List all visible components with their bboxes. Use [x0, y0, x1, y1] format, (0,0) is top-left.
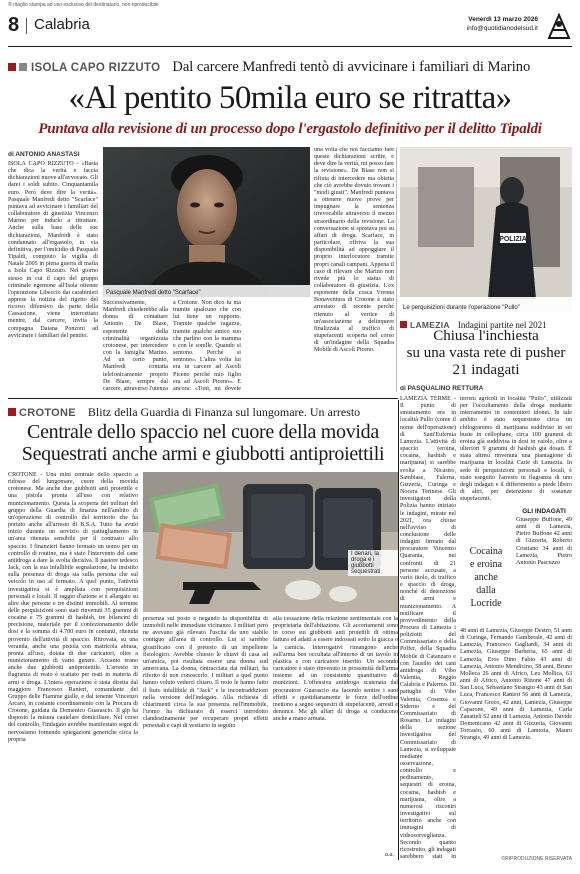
crotone-intro-column: CROTONE - Una mini centrale dello spaccio a ridosso del lungomare, cuore della movida crotonese. Ma anche due giubbotti anti proiettile e una pistola pronta all'uso con relativo munizionamento. Questa la scoperta dei militari del gruppo della Guardia di finanza nell'ambito di un'operazione di controllo del territorio che ha portato anche all'arresto di B.S.A. Tutto ha avuto inizio durante un servizio di pattugliamento in un'area ritenuta sensibile per il contrasto allo spaccio. I finanzieri hanno fermato un uomo per un controllo di routine, ma è stato l'intervento del cane antidroga a dare la svolta decisiva. Il pastore tedesco Jack, con la sua infallibile segnalazione, ha insistito sulla presenza di droga sia sulla persona che sul veicolo in uso al fermato. A quel punto, l'attività investigativa si è ampliata con perquisizioni personali e locali. Il raggio d'azione si è allargato su altre due persone e tre distinti immobili. Al termine delle perquisizioni sono stati rinvenuti 35 grammi di cocaina e 75 grammi di hashish, tre bilancini di precisione, materiale per il confezionamento delle dosi e la somma di 4.700 euro in contanti, ritenuta provento dell'attività di spaccio. Ritrovata, su una veranda, anche una pistola con matricola abrasa, pronta all'uso, dotata di due caricatori, oltre a munizionamento di vario genere. Accanto erano anche due giubbotti antiproiettile. L'arresto in flagranza di reato è scattato per reati in materia di armi e droga. L'intera operazione è stata diretta dal maggiore Francesco Ranieri, comandante del Gruppo delle Fiamme gialle, e dal tenente Vincenzo Arcaro, in costante coordinamento con la Procura di Crotone, guidata da Domenico Guarascio. Il gip ha disposto la misura cautelare domiciliare. Nel corso del controllo, l'indagato avrebbe manifestato segni di nervosismo fornendo spiegazioni generiche circa la propria [8, 472, 138, 743]
lamezia-kicker-tag: LAMEZIA [410, 320, 450, 330]
section-label: Calabria [34, 16, 90, 33]
kicker-square-icon [8, 63, 16, 71]
svg-text:POLIZIA: POLIZIA [499, 236, 527, 243]
police-raid-image [400, 147, 572, 312]
crotone-column-3: alla cessazione della relazione sentimentale con la proprietaria dell'abitazione. Gli accertamenti sono in corso sui giubbotti anti proiettili di ottima fattura ed adatti a essere indossati sotto la giacca o la camicia. Interrogativi rimangono anche sull'arma ben occultata all'interno di un tavolo in plastica e con caricatore inserito. Un secondo caricatore è stato rinvenuto in prossimità dell'arma insieme ad un consistente quantitativo di munizioni. L'offensiva antidroga scatenata dal procuratore Guarascio sta facendo sentire i suoi effetti e quotidianamente le forze dell'ordine mettono a segno sequestri di stupefacenti, arresti e denunce. Ma gli affari di droga si conducono anche a mano armata. [273, 616, 398, 723]
main-subhead: Puntava alla revisione di un processo dopo l'ergastolo definitivo per il delitto Tipaldi [38, 121, 542, 137]
clipping-note: ® ritaglio stampa ad uso esclusivo del destinatario, non riproducibile [8, 2, 159, 8]
portrait-caption: Pasquale Manfredi detto "Scarface" [106, 290, 201, 296]
lamezia-column-3: 48 anni di Lamezia, Giuseppe Destro, 51 anni di Curinga, Fernando Gamberale, 42 anni di Lamezia, Francesco Gagliardi, 34 anni di Lamezia, Giuseppe Barberia, 65 anni di Lamezia, Eros Dino Fabio 43 anni di Lamezia, Antonio Mendicino, 58 anni, Bruno Molleca 26 anni di Africo, Leo Mollica, 63 anni di Africo, Antonio Rinone 47 anni di San Luca, Sebastiano Strangio 43 anni di San Luca, Francesco Ranieri 56 anni di Lamezia, Giovanni Greco, 42 anni, Lamezia, Giuseppe Caparone, 49 anni di Lamezia, Carla Zanatteli 52 anni di Lamezia, Antonio Davide Domenicano 42 anni di Gizzeria, Giovanni Torcasio, 60 anni di Lamezia, Mauro Strangis, 49 anni di Lamezia. [460, 628, 572, 742]
crotone-kicker-row [8, 403, 398, 421]
pull-quote-line-3: anche [474, 572, 498, 583]
lamezia-column-2: terreni agricoli in località "Pullo", utilizzati per l'occultamento della droga mediante interramento in contenitori idonei. In tale ambito è stato sequestrato circa un chilogrammo di marijuana suddiviso in sei buste in cellophane, circa 100 grammi di eroina già suddivisa in dosi in vaiolo, oltre a ulteriori 9 grammi di hashish già dosati. È stata altresì rinvenuta una piantagione di marijuana in località Carie di Lamezia. In sede di perquisizioni personali e locali, è stato eseguito l'arresto in flagranza di uno degli indagati e il differimento a piede libero di altri, per detenzione di sostanze stupefacenti. [460, 396, 572, 503]
copyright-note: ©RIPRODUZIONE RISERVATA [501, 856, 572, 862]
lamezia-headline-line-1: Chiusa l'inchiesta [433, 328, 539, 344]
kicker-square-icon [8, 408, 16, 416]
lamezia-subhead: GLI INDAGATI [522, 508, 566, 515]
contact-email: info@quotidianodelsud.it [466, 25, 538, 32]
page-number: 8 [8, 14, 20, 36]
lamezia-column-3-top: Giuseppe Buffone, 49 anni di Lamezia, Pietro Buffone 42 anni di Gizzeria, Roberto Cristiano 34 anni di Lamezia, Pietro Antonio Pascuzzo [516, 517, 572, 566]
portrait-photo [103, 147, 310, 297]
header-divider [26, 18, 27, 34]
crotone-signoff: a.a. [385, 852, 394, 858]
seizure-photo [143, 472, 398, 612]
lamezia-byline: di PASQUALINO RETTURA [400, 385, 484, 392]
column-divider [396, 147, 397, 392]
seizure-image [143, 472, 398, 612]
police-photo [400, 147, 572, 312]
crotone-top-rule [8, 398, 398, 399]
main-byline: di ANTONIO ANASTASI [8, 151, 80, 158]
lamezia-column-1: LAMEZIA TERME - Il punto di smistamento era in località Pullo (come il nome dell'operazione) di Sant'Eufemia Lamezia. L'attività di spaccio (eroina, cocaina, hashish e marijuana) si sarebbe svolta a Nicastro, Sambiase, Falerna, Gizzeria, Curinga e Nocera Terinese. Gli investigatori della Polizia hanno iniziato le indagini, mirate nel 2021, ora chiuse nell'avviso di conclusione delle indagini firmato dal procuratore Vincenzo Quaranta, nei confronti di 21 persone accusate, a vario titolo, di traffico e spaccio di droga, nonché di detenzione di armi e munizionamento. A notificare il provvedimento della Procura di Lamezia i poliziotti del Commissariato e della Polfer, della Squadra Mobile di Catanzaro e con l'ausilio dei cani antidroga di Vibo Valentia, Reggio Calabria e Palermo. Di pattuglie di Vibo Valentia, Cosenza e Siderno e del Commissariato di Rosarno. Le indagini della sezione investigativa del Commissariato di Lamezia, si sviluppate mediante osservazione, controllo e pedinamento, sequestri di eroina, cocaina, hashish e marijuana, oltre a numerosi riscontri investigativi sul territorio anche con immagini di videosorveglianza. Secondo quanto ricostruito, gli indagati sarebbero stati in [400, 396, 456, 860]
main-kicker-tag: ISOLA CAPO RIZZUTO [31, 62, 161, 74]
section-divider [398, 400, 399, 860]
lamezia-headline-line-2: su una vasta rete di pusher [406, 345, 566, 361]
crotone-headline-line-2: Sequestrati anche armi e giubbotti antiproiettili [21, 443, 385, 465]
pull-quote-line-4: dalla Locride [470, 585, 502, 609]
crotone-headline [8, 421, 398, 465]
kicker-square-icon [400, 321, 407, 328]
main-column-1: ISOLA CAPO RIZZUTO - «Basta che dica la verità e faccia dichiarazioni nuove all'avvocato. Gli darei i soldi subito. Cinquantamila euro. Però deve dire la verità». Pasquale Manfredi detto "Scarface" puntava ad avvicinare i familiari del collaboratore di giustizia Vincenzo Marino per indurlo a ritrattare. Anche sulla base delle sue dichiarazioni, Manfredi è stato condannato all'ergastolo, in via definitiva, per l'omicidio di Pasquale Tipaldi, compiuto la vigilia di Natale 2005 in piena guerra di mafia a Isola Capo Rizzuto. Nel giorno stesso in cui il capo del gruppo criminale egemone all'Isola ottenne l'operazione Libeccio dai carabinieri apprese la notizia del rigetto del ricorso difensivo da parte della Cassazione, viene intercettato mentre, dal carcere, invita la compagna Daiana Ponzoni ad avvicinare i familiari del pentito. [8, 161, 98, 339]
page-header [8, 12, 572, 42]
main-column-3: a Crotone. Non dico tu ma tramite qualcuno che con lui tiene un rapporto. Tramite qualche ragazza, tramite qualche amico suo che parlino con la mamma e con le sorelle. Quando si sentono. Perché si sentono». L'altra volta lui era in carcere ad Ascoli Piceno perché mio figlio era ad Ascoli Piceno». E ancora: «Toni, mi dovete [173, 300, 241, 392]
main-column-4: una volta che noi facciamo fare queste dichiarazioni scritte, e deve dire la verità, mi posso fare la revisione». De Biase non si rifiuta di intercedere ma obietta che ciò avrebbe dovuto trovare i "modi giusti". Manfredi puntava a ottenere nuove prove per impugnare la sentenza irrevocabile attraverso il mezzo straordinario della revisione. La conversazione si spostava poi su affari di droga. Scarface, in particolare, offriva la sua disponibilità ad appoggiare il proprio interlocutore tramite propri canali campani. Appena il caso di rilevare che Marino non rivede più lo status di collaboratore di giustizia. L'ex esponente della cosca Vrenna Bonaventura di Crotone è stato arrestato di recente perché ritenuto al vertice di un'associazione a delinquere finalizzata al traffico di stupefacenti scoperta nel corso di un'indagine della Squadra Mobile di Ascoli Piceno. [314, 147, 394, 354]
main-column-2: Successivamente, Manfredi chiederebbe alla donna di contattare Antonio De Biase, esponente della criminalità organizzata crotonese, per intercedere con la famiglia Marino. Ad un certo punto, Manfredi contatta telefonicamente proprio De Biase, sempre dal carcere, attraverso l'utenza [103, 300, 168, 392]
pull-quote-line-1: Cocaina [469, 546, 503, 557]
crotone-headline-line-1: Centrale dello spaccio nel cuore della movida [27, 421, 379, 443]
issue-date: Venerdì 13 marzo 2026 [468, 16, 538, 23]
pull-quote-line-2: e eroina [470, 559, 502, 570]
police-photo-caption: Le perquisizioni durante l'operazione "Pullo" [403, 305, 520, 311]
portrait-image [103, 147, 310, 297]
crotone-column-2: presenza sul posto e negando la disponibilità di immobili nelle immediate vicinanze. I militari però ne avevano già rilevato l'uscita da uno stabile contiguo all'area di controllo. Lui si sarebbe giustificato con il pretesto di un impellente fisiologico. Avrebbe chiesto le chiavi di casa ad un'amica, poi risultata essere una donna sud americana. La donna, rintracciata dai militari, ha riferito di non conoscerlo. I militari a quel punto hanno voluto vederci chiaro. Il resto le hanno fatto il fiuto infallibile di "Jack" e le incontraddizioni nella versione dell'indagato. Alla richiesta di chiarimenti circa la sua presenza nell'immobile, l'uomo ha dichiarato di esserci introdotto clandestinamente per recuperare propri effetti personali e capi di vestiario in seguito [143, 616, 268, 730]
header-rule [8, 46, 572, 47]
kicker-square-icon [19, 63, 27, 71]
crotone-kicker: Blitz della Guardia di Finanza sul lungomare. Un arresto [87, 405, 361, 419]
main-kicker: Dal carcere Manfredi tentò di avvicinare i familiari di Marino [172, 59, 531, 75]
lamezia-headline [400, 328, 572, 379]
seizure-caption: I denari, la droga e i giubbotti sequestrati [348, 550, 398, 576]
newspaper-logo-icon [546, 12, 572, 40]
crotone-kicker-tag: CROTONE [19, 407, 76, 419]
pull-quote [460, 515, 512, 625]
main-headline: «Al pentito 50mila euro se ritratta» [68, 80, 512, 116]
main-kicker-row [8, 58, 572, 78]
lamezia-kicker: Indagini partite nel 2021 [457, 320, 547, 330]
lamezia-headline-line-3: 21 indagati [452, 362, 520, 378]
